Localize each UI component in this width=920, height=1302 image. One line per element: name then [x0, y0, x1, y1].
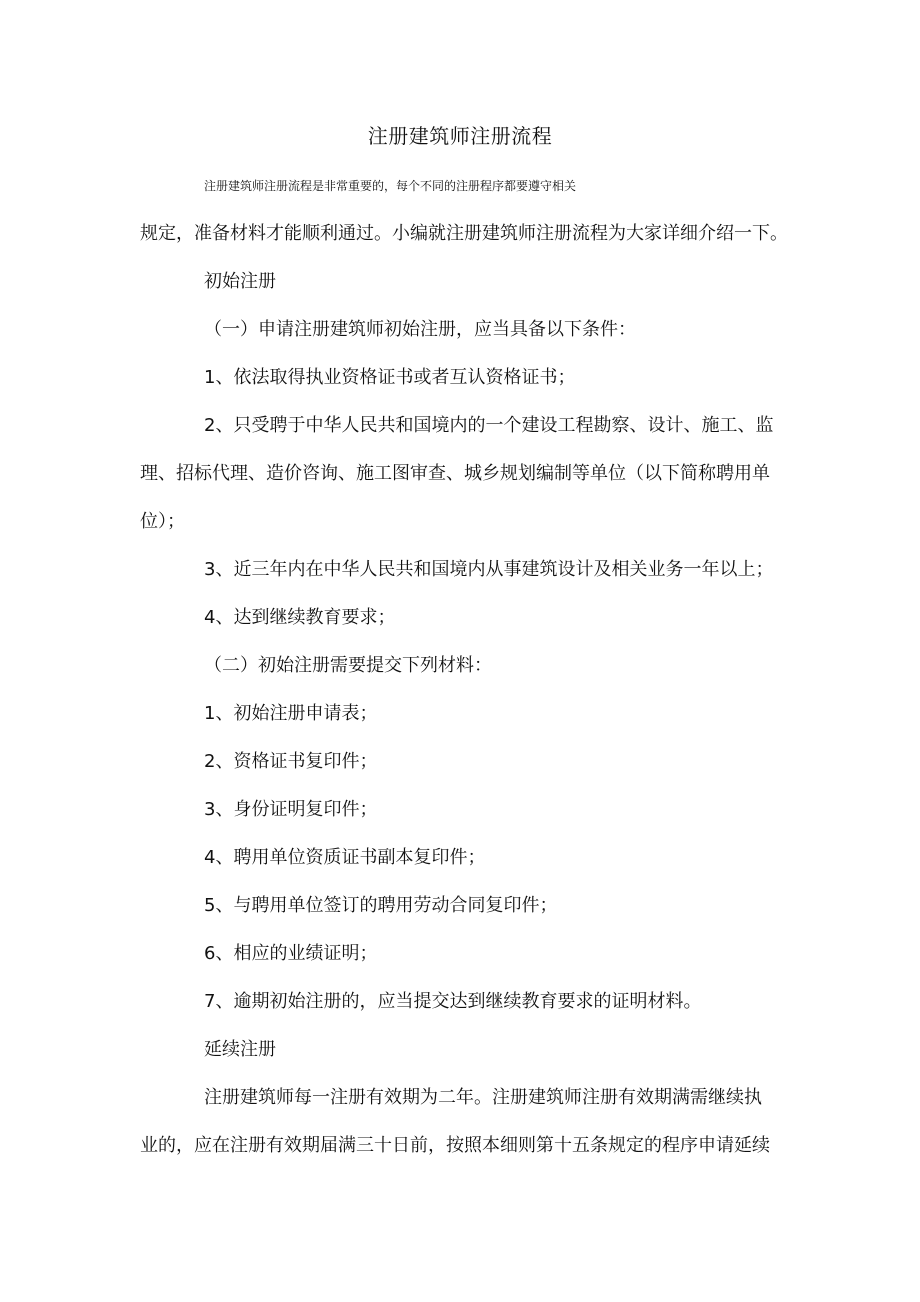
list-item: 2、只受聘于中华人民共和国境内的一个建设工程勘察、设计、施工、监	[204, 415, 774, 436]
list-item: 1、初始注册申请表；	[204, 703, 378, 724]
paragraph-line: 规定，准备材料才能顺利通过。小编就注册建筑师注册流程为大家详细介绍一下。	[140, 223, 788, 244]
subsection-heading: （一）申请注册建筑师初始注册，应当具备以下条件：	[204, 319, 636, 340]
paragraph-line: 业的，应在注册有效期届满三十日前，按照本细则第十五条规定的程序申请延续	[140, 1135, 770, 1156]
subsection-heading: （二）初始注册需要提交下列材料：	[204, 655, 492, 676]
list-item: 4、达到继续教育要求；	[204, 607, 396, 628]
list-item: 6、相应的业绩证明；	[204, 943, 378, 964]
list-item-continuation: 位）；	[140, 511, 185, 532]
list-item: 3、近三年内在中华人民共和国境内从事建筑设计及相关业务一年以上；	[204, 559, 774, 580]
list-item: 7、逾期初始注册的，应当提交达到继续教育要求的证明材料。	[204, 991, 702, 1012]
list-item: 4、聘用单位资质证书副本复印件；	[204, 847, 486, 868]
list-item: 1、依法取得执业资格证书或者互认资格证书；	[204, 367, 576, 388]
section-heading: 初始注册	[204, 271, 276, 292]
list-item: 3、身份证明复印件；	[204, 799, 378, 820]
list-item: 2、资格证书复印件；	[204, 751, 378, 772]
section-heading: 延续注册	[204, 1039, 276, 1060]
list-item-continuation: 理、招标代理、造价咨询、施工图审查、城乡规划编制等单位（以下简称聘用单	[140, 463, 770, 484]
document-title: 注册建筑师注册流程	[367, 124, 553, 148]
paragraph-line: 注册建筑师注册流程是非常重要的，每个不同的注册程序都要遵守相关	[204, 179, 577, 193]
list-item: 5、与聘用单位签订的聘用劳动合同复印件；	[204, 895, 558, 916]
paragraph-line: 注册建筑师每一注册有效期为二年。注册建筑师注册有效期满需继续执	[204, 1087, 762, 1108]
